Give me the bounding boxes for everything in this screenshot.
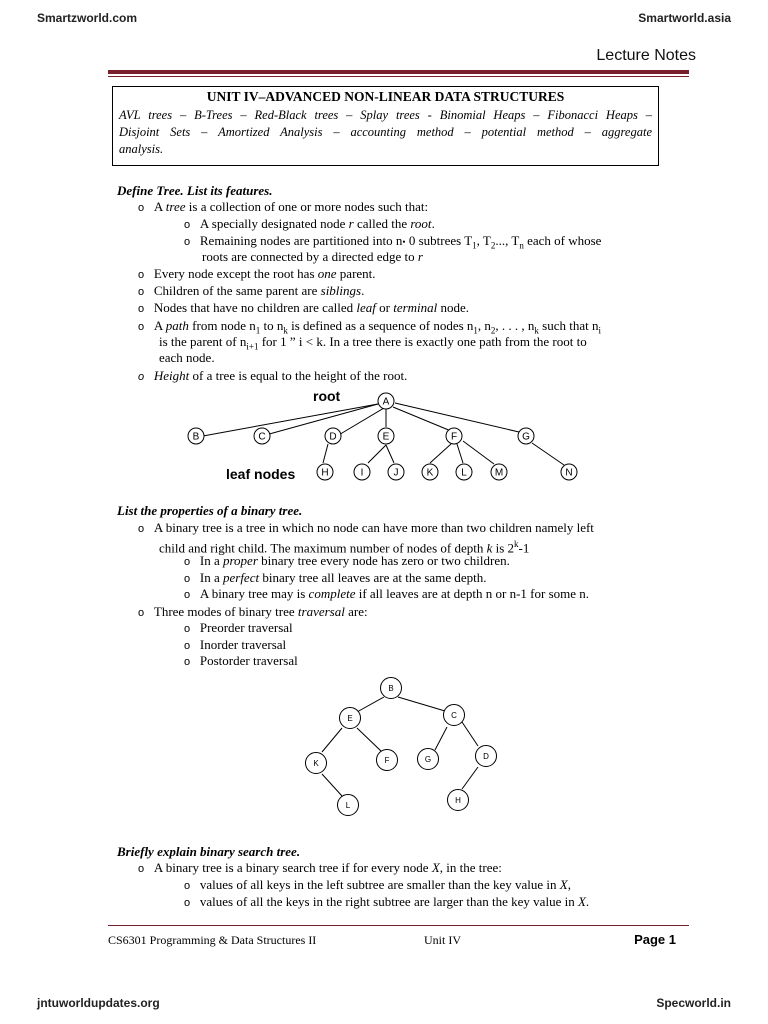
tree-node-label: G <box>424 754 432 764</box>
tree-edge <box>323 444 328 463</box>
bullet: o <box>138 863 145 875</box>
tree-edge <box>532 443 564 465</box>
tree-node-label: F <box>384 755 390 765</box>
section-heading: Define Tree. List its features. <box>117 183 273 198</box>
tree-edge <box>393 407 451 431</box>
tree-node-label: H <box>321 467 329 479</box>
leaf-nodes-label: leaf nodes <box>226 466 296 482</box>
bullet: o <box>184 640 191 652</box>
general-tree-diagram <box>180 385 590 485</box>
tree-node-label: G <box>522 431 530 443</box>
tree-edge <box>262 404 378 436</box>
footer-site-left: jntuworldupdates.org <box>37 996 160 1010</box>
bullet: o <box>138 607 145 619</box>
tree-node-label: D <box>483 751 489 761</box>
tree-node-label: M <box>494 467 504 479</box>
list-item: o Inorder traversal <box>184 637 287 652</box>
tree-edge <box>357 728 382 752</box>
tree-node-label: D <box>329 431 337 443</box>
tree-edge <box>435 727 447 750</box>
tree-node-label: B <box>192 431 200 443</box>
tree-edge <box>457 444 463 463</box>
tree-node-label: C <box>258 431 266 443</box>
tree-node-label: F <box>450 431 458 443</box>
unit-topics <box>119 107 652 158</box>
list-item: o values of all the keys in the right subtree are larger than the key value in X. <box>184 894 590 909</box>
list-item: o In a perfect binary tree all leaves are at the same depth. <box>184 570 487 585</box>
bullet: o <box>184 556 191 568</box>
footer-rule <box>108 925 689 926</box>
tree-edge <box>463 441 494 464</box>
tree-node-label: C <box>451 710 457 720</box>
bullet: o <box>184 589 191 601</box>
unit-title: UNIT IV–ADVANCED NON-LINEAR DATA STRUCTURES <box>206 89 565 104</box>
unit-box <box>112 86 659 166</box>
bullet: o <box>138 303 145 315</box>
bullet: o <box>138 269 145 281</box>
footer-unit: Unit IV <box>424 933 461 947</box>
bullet: o <box>184 897 191 909</box>
tree-edge <box>368 445 386 463</box>
tree-edge <box>395 403 519 432</box>
tree-node-label: K <box>313 758 319 768</box>
list-item: o Remaining nodes are partitioned into n• 0 subtrees $T_1$, $T_2$..., $T_n$ each of whose <box>184 233 602 251</box>
root-label: root <box>313 388 341 404</box>
list-item: o A path from node $n_1$ to $n_k$ is defined as a sequence of nodes $n_1$, $n_2$, . . . , $n_k$ such that $n_i$ <box>138 318 601 336</box>
bullet: o <box>184 656 191 668</box>
tree-edge <box>386 445 394 463</box>
bullet: o <box>184 236 191 248</box>
list-item: o values of all keys in the left subtree are smaller than the key value in X, <box>184 877 571 892</box>
bullet: o <box>184 880 191 892</box>
unit-topics-line: analysis. <box>119 142 164 156</box>
tree-edge <box>462 722 478 746</box>
header-rule-thick <box>108 70 689 74</box>
tree-node-label: J <box>393 467 399 479</box>
tree-edge <box>462 767 478 789</box>
header-site-left: Smartzworld.com <box>37 11 138 25</box>
footer-page-number: Page 1 <box>634 932 676 947</box>
list-item: o Nodes that have no children are called leaf or terminal node. <box>138 300 470 315</box>
list-item: o Preorder traversal <box>184 620 293 635</box>
list-item: o Three modes of binary tree traversal are: <box>138 604 368 619</box>
list-item-continuation: roots are connected by a directed edge to r <box>202 249 423 264</box>
tree-edge <box>322 774 342 796</box>
bullet: o <box>184 219 191 231</box>
header-rule-thin <box>108 76 689 77</box>
list-item: o Children of the same parent are siblings. <box>138 283 365 298</box>
tree-edge <box>398 697 445 711</box>
list-item-continuation: each node. <box>159 350 215 365</box>
tree-node-label: A <box>382 396 390 408</box>
bullet: o <box>138 286 145 298</box>
tree-edge <box>322 728 342 752</box>
tree-node-label: N <box>565 467 573 479</box>
list-item: o A specially designated node r called the root. <box>184 216 435 231</box>
footer-course: CS6301 Programming & Data Structures II <box>108 933 317 947</box>
bullet: o <box>138 321 145 333</box>
bullet: o <box>138 202 145 214</box>
lecture-notes-label: Lecture Notes <box>596 47 696 64</box>
tree-node-label: I <box>360 467 364 479</box>
bullet: o <box>184 623 191 635</box>
tree-node-label: K <box>426 467 434 479</box>
list-item: o A binary tree is a binary search tree if for every node X, in the tree: <box>138 860 502 875</box>
tree-edge <box>430 444 451 463</box>
tree-node-label: L <box>461 467 467 479</box>
binary-tree-diagram <box>300 672 510 824</box>
header-site-right: Smartworld.asia <box>638 11 731 25</box>
list-item-continuation: is the parent of $n_{i+1}$ for 1 ” i < k. In a tree there is exactly one path from the root to <box>159 334 587 352</box>
tree-node-label: L <box>345 800 351 810</box>
tree-node-label: E <box>382 431 390 443</box>
section-heading: Briefly explain binary search tree. <box>117 844 301 859</box>
bullet: o <box>138 371 145 383</box>
list-item-continuation: child and right child. The maximum number of nodes of depth k is 2$^k$-1 <box>159 539 530 556</box>
list-item: o Height of a tree is equal to the height of the root. <box>138 368 408 383</box>
section-heading: List the properties of a binary tree. <box>117 503 303 518</box>
tree-edge <box>203 404 378 436</box>
list-item: o In a proper binary tree every node has zero or two children. <box>184 553 510 568</box>
unit-topics-line: AVL trees – B-Trees – Red-Black trees – Splay trees - Binomial Heaps – Fibonacci Heaps – <box>119 108 652 122</box>
footer-site-right: Specworld.in <box>656 996 731 1010</box>
bullet: o <box>138 523 145 535</box>
tree-node-label: H <box>455 795 461 805</box>
list-item: o A tree is a collection of one or more nodes such that: <box>138 199 429 214</box>
list-item: o Postorder traversal <box>184 653 298 668</box>
tree-edge <box>357 697 384 712</box>
list-item: o A binary tree is a tree in which no node can have more than two children namely left <box>138 520 594 535</box>
list-item: o Every node except the root has one parent. <box>138 266 376 281</box>
tree-edge <box>337 408 384 436</box>
list-item: o A binary tree may is complete if all leaves are at depth n or n-1 for some n. <box>184 586 590 601</box>
unit-topics-line: Disjoint Sets – Amortized Analysis – accounting method – potential method – aggregate <box>119 125 652 139</box>
tree-node-label: B <box>388 683 394 693</box>
bullet: o <box>184 573 191 585</box>
tree-node-label: E <box>347 713 353 723</box>
